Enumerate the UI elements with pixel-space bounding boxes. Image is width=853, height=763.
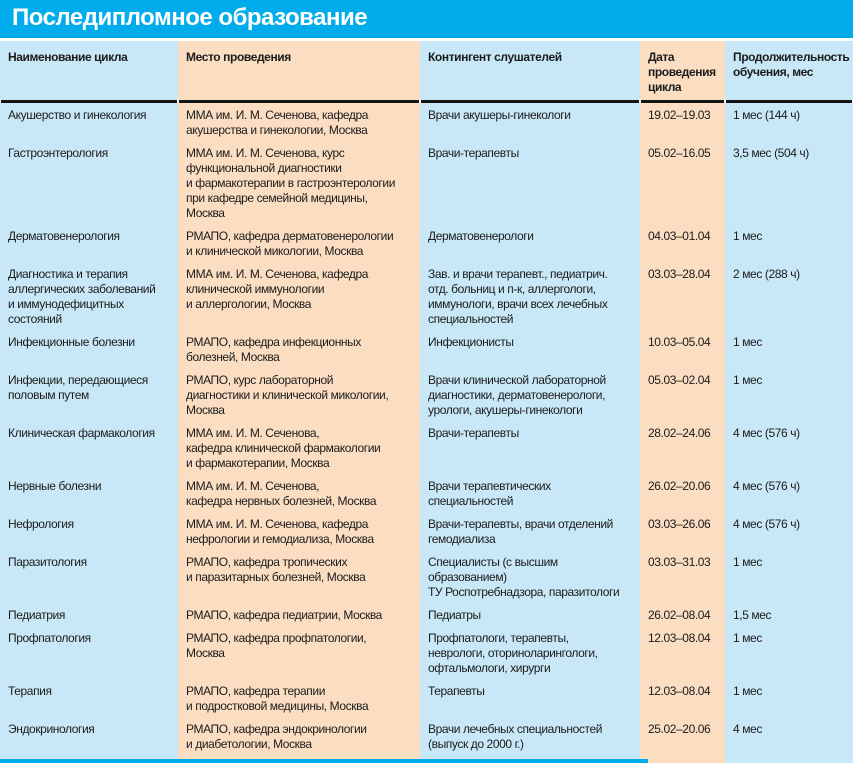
table-row — [0, 103, 853, 141]
column-header-cycle: Наименование цикла — [0, 41, 178, 100]
title-bar — [0, 0, 853, 38]
table-row — [0, 421, 853, 474]
cell-location: ММА им. И. М. Сеченова, кафедра нефрологии и гемодиализа, Москва — [186, 517, 374, 546]
table-row — [0, 330, 853, 368]
column-header-audience: Контингент слушателей — [420, 41, 640, 100]
cell-audience: Врачи-терапевты — [428, 146, 519, 160]
cell-cycle: Профпатология — [8, 631, 91, 645]
cell-location: ММА им. И. М. Сеченова, кафедра акушерства и гинекологии, Москва — [186, 108, 369, 137]
cell-duration: 1 мес (144 ч) — [733, 108, 800, 122]
cell-dates: 19.02–19.03 — [648, 108, 711, 122]
cell-duration: 1 мес — [733, 631, 762, 645]
table-row — [0, 262, 853, 330]
cell-audience: Врачи акушеры-гинекологи — [428, 108, 571, 122]
cell-location: РМАПО, кафедра педиатрии, Москва — [186, 608, 382, 622]
cell-location: РМАПО, кафедра профпатологии, Москва — [186, 631, 367, 660]
cell-cycle: Нефрология — [8, 517, 74, 531]
column-header-duration: Продолжительность обучения, мес — [725, 41, 853, 100]
table-row — [0, 141, 853, 224]
cell-duration: 1 мес — [733, 555, 762, 569]
cell-dates: 05.02–16.05 — [648, 146, 711, 160]
table-header-row — [0, 41, 853, 100]
table-body — [0, 103, 853, 763]
cell-audience: Зав. и врачи терапевт., педиатрич. отд. больниц и п-к, аллергологи, иммунологи, врачи всех лечебных специальностей — [428, 267, 608, 326]
cell-location: РМАПО, кафедра дерматовенерологии и клинической микологии, Москва — [186, 229, 394, 258]
cell-dates: 04.03–01.04 — [648, 229, 711, 243]
cell-cycle: Эндокринология — [8, 722, 95, 736]
cell-cycle: Инфекционные болезни — [8, 335, 135, 349]
cell-audience: Терапевты — [428, 684, 485, 698]
cell-dates: 03.03–28.04 — [648, 267, 711, 281]
cell-cycle: Дерматовенерология — [8, 229, 120, 243]
table-row — [0, 679, 853, 717]
cell-duration: 4 мес (576 ч) — [733, 517, 800, 531]
cell-duration: 1 мес — [733, 373, 762, 387]
table-row — [0, 368, 853, 421]
cell-location: РМАПО, кафедра эндокринологии и диабетологии, Москва — [186, 722, 367, 751]
cell-cycle: Терапия — [8, 684, 52, 698]
cell-location: РМАПО, кафедра тропических и паразитарных болезней, Москва — [186, 555, 366, 584]
cell-audience: Специалисты (с высшим образованием) ТУ Роспотребнадзора, паразитологи — [428, 555, 620, 599]
cell-cycle: Нервные болезни — [8, 479, 102, 493]
cell-duration: 1,5 мес — [733, 608, 772, 622]
cell-cycle: Гастроэнтерология — [8, 146, 108, 160]
cell-location: ММА им. И. М. Сеченова, кафедра клинической фармакологии и фармакотерапии, Москва — [186, 426, 381, 470]
bottom-accent-strip — [0, 759, 648, 763]
cell-dates: 26.02–08.04 — [648, 608, 711, 622]
table-row — [0, 603, 853, 626]
cell-location: ММА им. И. М. Сеченова, курс функциональной диагностики и фармакотерапии в гастроэнтерологии при кафедре семейной медицины, Москва — [186, 146, 396, 220]
cell-audience: Врачи-терапевты — [428, 426, 519, 440]
cell-duration: 4 мес (576 ч) — [733, 426, 800, 440]
cell-duration: 1 мес — [733, 684, 762, 698]
cell-cycle: Инфекции, передающиеся половым путем — [8, 373, 148, 402]
cell-audience: Врачи лечебных специальностей (выпуск до 2000 г.) — [428, 722, 603, 751]
cell-dates: 10.03–05.04 — [648, 335, 711, 349]
cell-location: ММА им. И. М. Сеченова, кафедра нервных болезней, Москва — [186, 479, 377, 508]
cell-cycle: Паразитология — [8, 555, 87, 569]
table-row — [0, 474, 853, 512]
cell-dates: 03.03–26.06 — [648, 517, 711, 531]
cell-dates: 12.03–08.04 — [648, 631, 711, 645]
table-row — [0, 512, 853, 550]
cell-audience: Дерматовенерологи — [428, 229, 534, 243]
cell-audience: Врачи-терапевты, врачи отделений гемодиализа — [428, 517, 613, 546]
table-row — [0, 224, 853, 262]
cell-audience: Врачи терапевтических специальностей — [428, 479, 551, 508]
cell-duration: 1 мес — [733, 229, 762, 243]
cell-audience: Инфекционисты — [428, 335, 514, 349]
table-rows — [0, 103, 853, 755]
cell-duration: 3,5 мес (504 ч) — [733, 146, 809, 160]
table-row — [0, 550, 853, 603]
cell-dates: 05.03–02.04 — [648, 373, 711, 387]
cell-cycle: Педиатрия — [8, 608, 65, 622]
table-row — [0, 626, 853, 679]
cell-dates: 25.02–20.06 — [648, 722, 711, 736]
cell-audience: Педиатры — [428, 608, 481, 622]
cell-duration: 2 мес (288 ч) — [733, 267, 800, 281]
cell-dates: 28.02–24.06 — [648, 426, 711, 440]
cell-dates: 12.03–08.04 — [648, 684, 711, 698]
cell-audience: Профпатологи, терапевты, неврологи, оториноларингологи, офтальмологи, хирурги — [428, 631, 598, 675]
cell-duration: 1 мес — [733, 335, 762, 349]
cell-duration: 4 мес — [733, 722, 762, 736]
cell-audience: Врачи клинической лабораторной диагностики, дерматовенерологи, урологи, акушеры-гинекологи — [428, 373, 606, 417]
cell-location: ММА им. И. М. Сеченова, кафедра клинической иммунологии и аллергологии, Москва — [186, 267, 369, 311]
cell-duration: 4 мес (576 ч) — [733, 479, 800, 493]
cell-location: РМАПО, кафедра инфекционных болезней, Москва — [186, 335, 361, 364]
column-header-location: Место проведения — [178, 41, 420, 100]
cell-location: РМАПО, курс лабораторной диагностики и клинической микологии, Москва — [186, 373, 389, 417]
cell-cycle: Диагностика и терапия аллергических заболеваний и иммунодефицитных состояний — [8, 267, 156, 326]
table-row — [0, 717, 853, 755]
cell-dates: 03.03–31.03 — [648, 555, 711, 569]
cell-cycle: Клиническая фармакология — [8, 426, 155, 440]
cell-cycle: Акушерство и гинекология — [8, 108, 147, 122]
cell-dates: 26.02–20.06 — [648, 479, 711, 493]
page-title: Последипломное образование — [12, 3, 368, 31]
column-header-dates: Дата проведения цикла — [640, 41, 725, 100]
cell-location: РМАПО, кафедра терапии и подростковой медицины, Москва — [186, 684, 369, 713]
